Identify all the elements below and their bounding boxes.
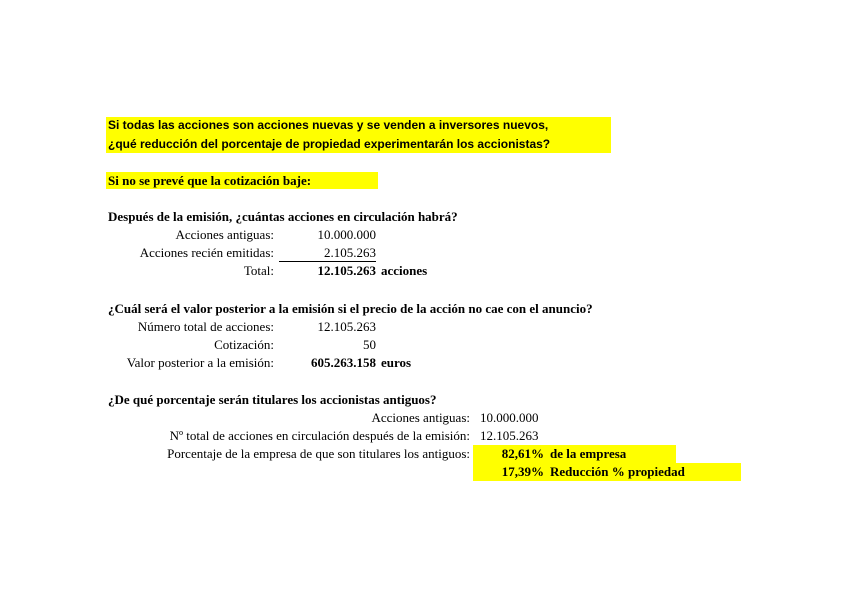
ownership-pct-value: 82,61% — [501, 446, 544, 461]
ownership-pct-caption: de la empresa — [550, 446, 627, 461]
question-line-1: Si todas las acciones son acciones nuevas y se venden a inversores nuevos, — [108, 118, 549, 132]
old-shares-label-2: Acciones antiguas: — [371, 410, 470, 425]
old-shares-value: 10.000.000 — [317, 227, 376, 242]
total-outstanding-label: Nº total de acciones en circulación después de la emisión: — [169, 428, 470, 443]
total-shares-value: 12.105.263 — [317, 319, 376, 334]
total-shares-label: Número total de acciones: — [137, 319, 274, 334]
old-shares-label: Acciones antiguas: — [175, 227, 274, 242]
post-value-value: 605.263.158 — [311, 355, 376, 370]
total-label: Total: — [243, 263, 274, 278]
reduction-pct-caption: Reducción % propiedad — [550, 464, 685, 479]
total-value: 12.105.263 — [317, 263, 376, 278]
section3-heading: ¿De qué porcentaje serán titulares los accionistas antiguos? — [108, 392, 437, 407]
ownership-pct-label: Porcentaje de la empresa de que son titulares los antiguos: — [167, 446, 470, 461]
price-label: Cotización: — [214, 337, 274, 352]
post-value-label: Valor posterior a la emisión: — [126, 355, 274, 370]
reduction-pct-value: 17,39% — [501, 464, 544, 479]
section2-heading: ¿Cuál será el valor posterior a la emisión si el precio de la acción no cae con el anuncio? — [108, 301, 593, 316]
total-outstanding-value: 12.105.263 — [480, 428, 539, 443]
post-value-unit: euros — [381, 355, 412, 370]
total-unit: acciones — [381, 263, 428, 278]
assumption-text: Si no se prevé que la cotización baje: — [108, 173, 312, 188]
new-shares-label: Acciones recién emitidas: — [139, 245, 274, 260]
old-shares-value-2: 10.000.000 — [480, 410, 539, 425]
section1-heading: Después de la emisión, ¿cuántas acciones en circulación habrá? — [108, 209, 458, 224]
new-shares-value: 2.105.263 — [279, 245, 376, 262]
price-value: 50 — [363, 337, 376, 352]
question-line-2: ¿qué reducción del porcentaje de propiedad experimentarán los accionistas? — [108, 137, 551, 151]
